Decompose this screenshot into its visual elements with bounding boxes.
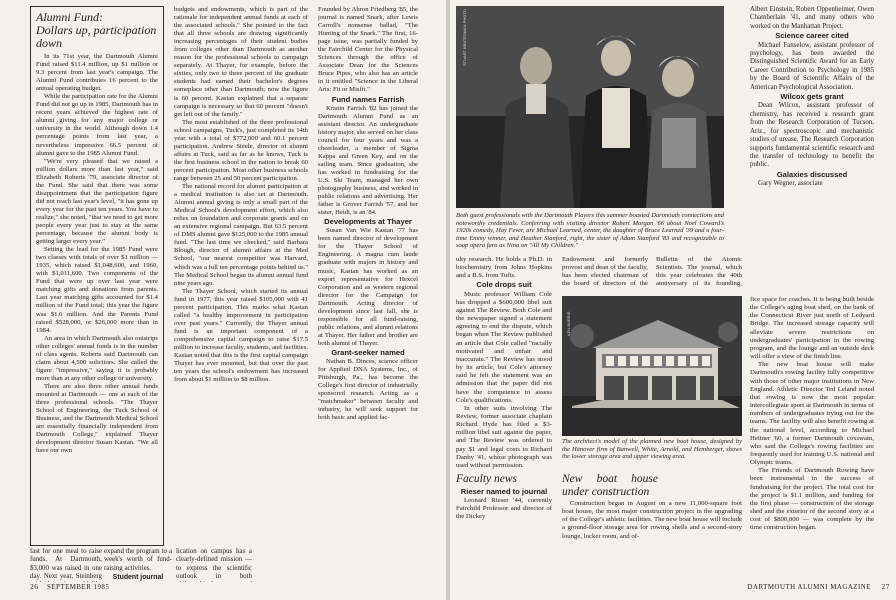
paragraph: budgets and endowments, which is part of the rationale for independent annual funds at each of the associated schools." She pointed to the fact that all three schools are drawing significantly increasing percentages of their student bodies from colleges other than Dartmouth as another reason for the professional schools to campaign separately. At Thayer, for example, before the sixties, only two to three percent of the graduate students had earned their bachelor's degrees someplace other than Dartmouth; now the figure is 60 percent. Kastan explained that a separate campaign is necessary so that 60 percent "doesn't get left out of the family." [174,6,308,118]
subheading-developments-thayer: Developments at Thayer [324,217,412,227]
players-photo [456,6,724,208]
subheading-wilcox-grant: Wilcox gets grant [780,92,844,102]
paragraph: An area in which Dartmouth also outstrips other colleges' annual funds is in the number of class agents. Roberts said Dartmouth can claim about 4,500 solicitors. She called the figure "impressive," saying it is probably more than at any other college or university. [36,334,158,382]
paragraph: "We're very pleased that we raised a million dollars more than last year," said Elizabeth Roberts '79, associate director of the Fund. She said that there was some disappointment that the participation figure did not reach last year's level, "it has gone up every year for the past ten years. You have to realize," she noted, "that we need to get more people every year just to stay at the same percentage, because the alumni body is getting larger every year." [36,157,158,246]
right-column-2-top [562,256,742,292]
paragraph: Kristin Farrish '82 has joined the Dartmouth Alumni Fund as an assistant director. An undergraduate history major, she served on her class council for four years and was a cheerleader, a member of Sigma Kappa and Green Key, and on the sailing team. Since graduation, she has worked in fundraising for the U.S. Ski Team, managed her own photography business, and worked in public relations and advertising. Her father is Grover Farrish '57, and her sister, Heidi, is an '84. [318,104,418,217]
paragraph: The national record for alumni participation at a medical institution is also set at Dartmouth. Alumni annual giving is only a small part of the Medical School's development effort, which also relies on foundation and corporate grants and on an extensive regional campaign. But 63.5 percent of DMS alumni gave $125,000 to the 1985 annual fund. "The last time we checked," said Barbara Blough, director of alumni affairs at the Med School, "our nearest competitor was Harvard, which was a full ten percentage points behind us." The Medical School began its alumni annual fund nine years ago. [174,183,308,287]
boathouse-story [562,470,742,582]
subheading-galaxies: Galaxies discussed [776,169,848,179]
players-photo-caption: Both guest professionals with the Dartmouth Players this summer boasted Dartmouth connections and noteworthy credentials. Conferring with visiting director Robert Morgan '66 about Noel Coward's 1920s comedy, Hay Fever, are Michael Learned, center, the daughter of Bruce Learned '39 and a four-time Emmy winner, and Heather Stanford, right, the sister of Adam Stanford '83 and recognizable to soap opera fans as Nina on "All My Children." [456,212,724,250]
subheading-cole-suit: Cole drops suit [476,280,532,290]
column-1-bottom [30,548,102,582]
paragraph: Music professor William Cole has dropped a $600,000 libel suit against The Review. Both Cole and the newspaper signed a statement agreeing to end the dispute, which began when The Review published an article that Cole called "racially motivated and unfair and inaccurate." The Review has stood by its article, but Cole's attorney said he felt the statement was an admission that the paper did not have the competence to assess Cole's qualifications. [456,290,552,404]
left-page [0,0,446,600]
heading-faculty-news: Faculty news [456,473,517,486]
paragraph: While the participation rate for the Alumni Fund did not go up in 1985, Dartmouth has in recent years achieved the highest rate of alumni giving for any major college or university in the world. Although down 1.4 percentage points from last year, a nevertheless impressive 66.5 percent of alumni gave to the 1985 Alumni Fund. [36,93,158,157]
photo-credit: KEN BURRIS [566,311,571,336]
box-body [36,53,158,455]
paragraph: lication on campus has a clearly-defined mission — to express the scientific outlook in both [176,548,252,580]
right-column-top [750,6,874,282]
box-title [36,11,158,50]
right-column-bottom [750,296,874,582]
column-3-bottom [176,548,252,582]
page-number: 27 [881,582,890,591]
paragraph: Susan Van Wie Kastan '77 has been named director of development for the Thayer School of Engineering. A magna cum laude graduate with majors in history and music, Kastan has worked as an export representative for Hexcel Corporation and as western regional director for the Campaign for Dartmouth. Acting director of development since last fall, she is responsible for all fund-raising, public relations, and alumni relations at Thayer. Her father and brother are both alumni of Thayer. [318,227,418,347]
magazine-title: DARTMOUTH ALUMNI MAGAZINE [747,584,871,591]
box-title-line2: Dollars up, participation down [36,23,157,50]
folio-right [748,582,890,591]
paragraph: In its 71st year, the Dartmouth Alumni Fund raised $11.4 million, up $1 million or 9.3 percent from last year's campaign. The Alumni Fund contributes 16 percent to the annual operating budget. [36,53,158,93]
paragraph: Gary Wegner, associate [758,180,823,188]
boathouse-photo-caption: The architect's model of the planned new boat house, designed by the Hanover firm of Banwell, White, Arnold, and Hemberger, shows the lower storage area and upper viewing area. [562,438,742,461]
paragraph: Setting the lead for the 1985 Fund were two classes with totals of over $1 million — 1935, which raised $1,048,600, and 1960, with $1,011,600. Two components of the Fund that were up over last year were matching gifts and donations from parents. Last year matching gifts accounted for $1.4 million of the Fund total; this year the figure was $1.6 million. And the Parents Fund raised $528,000, or $26,000 more than in 1984. [36,246,158,334]
paragraph: The Friends of Dartmouth Rowing have been instrumental in the success of fundraising for the project. The total cost for the project is $1.1 million, and funding for the first phase — construction of the storage shed and the exterior of the second story at a cost of $800,000 — was complete by the time construction began. [750,467,874,532]
right-column-1 [456,256,552,582]
right-page [450,0,896,600]
column-2-bottom [104,548,172,582]
boathouse-photo [562,296,742,436]
subheading-rieser: Rieser named to journal [460,486,548,496]
paragraph: fast for one meal to raise funds. At Dartmouth, $3,000 was raised in one day. Next year, Steinberg [30,548,102,580]
paragraph: Construction began in August on a new 11,000-square foot boat house, the most major construction project in the upgrading of the College's athletic facilities. The new boat house will include a ground-floor storage area for rowing shells and a second-story lounge, locker room, and of- [562,500,742,540]
paragraph: fice space for coaches. It is being built beside the College's aging boat shed, on the bank of the Connecticut River just north of Ledyard Bridge. The increased storage capacity will alleviate severe restrictions on undergraduates' participation in the rowing program, and the lounge and an outside deck will offer a view of the finish line. [750,296,874,361]
column-3 [318,6,418,582]
paragraph: Dean Wilcox, assistant professor of chemistry, has received a research grant from the Research Corporation of Tucson, Ariz., for spectroscopic and mechanistic studies of urease. The Research Corporation supports fundamental scientific research and the transfer of technology to benefit the public. [750,102,874,169]
paragraph: There are also three other annual funds mounted at Dartmouth — one at each of the three professional schools. "The Thayer School of Engineering, the Tuck School of Business, and the Dartmouth Medical School are essentially financially independent from Dartmouth College," explained Thayer development director Susan Kastan. "We all have our own [36,382,158,455]
paragraph: Leonard Rieser '44, currently Fairchild Professor and director of the Dickey [456,496,552,521]
paragraph: The most established of the three professional school campaigns, Tuck's, just completed its 14th year with a total of $772,000 and 60.1 percent participation. Andrew Steele, director of alumni affairs at Tuck, said as far as he knows, Tuck is the first business school in the nation to break 60 percent participation. Most other business schools range between 25 and 50 percent participation. [174,118,308,182]
paragraph: Endowment and formerly provost and dean of the faculty, has been elected chairman of the board of directors of the Bulletin of the Atomic Scientists. The journal, which this year celebrates the 40th anniversary of its founding, [562,256,742,288]
subheading-science-career: Science career cited [775,31,849,41]
box-title-line1: Alumni Fund: [36,10,103,24]
paragraph: ulty research. He holds a Ph.D. in biochemistry from Johns Hopkins and a B.S. from Tufts. [456,256,552,280]
paragraph: Michael Fanselow, assistant professor of psychology, has been awarded the Distinguished Scientific Award for an Early Career Contribution to Psychology in 1985 by the Board of Scientific Affairs of the American Psychological Association. [750,41,874,91]
paragraph: The Thayer School, which started its annual fund in 1977, this year raised $105,000 with 41 percent participation. This marks what Kastan called "a healthy improvement in participation over past years." Currently, the Thayer annual fund is an important component of a comprehensive capital campaign to raise $17.5 million to increase faculty, students, and facilities. Kastan noted that this is the first capital campaign Thayer has ever mounted, but that over the past ten years the school's endowment has increased from about $1 million to $8 million. [174,287,308,384]
column-2 [174,6,308,546]
alumni-fund-box [30,6,164,546]
subheading-grant-seeker: Grant-seeker named [331,347,405,357]
boathouse-model-image [562,296,742,436]
photo-credit: STUART BRATESMAN PHOTO [462,9,467,66]
paragraph: Nathan B. Dinces, science officer for Applied DNA Systems, Inc., of Pittsburgh, Pa., has become the College's first director of industrially sponsored research. Acting as a "matchmaker" between faculty and industry, he will seek support for both basic and applied fac- [318,358,418,422]
subheading-student-journal: Student journal [112,573,164,581]
paragraph: expand the program to a week's worth of fund-raising activities. [104,548,172,572]
paragraph: Founded by Ahron Friedberg '85, the journal is named Snark, after Lewis Carroll's nonsense ballad, "The Hunting of the Snark." The first, 16-page issue, was partially funded by the Fairchild Center for the Physical Sciences through the office of Associate Dean for the Sciences Bruce Pipes, who also has an article in it entitled "Science in the Liberal Arts: Fit or Misfit." [318,6,418,94]
page-number: 26 [30,582,39,591]
paragraph: Albert Einstein, Robert Oppenheimer, Owen Chamberlain '41, and many others who worked on the Manhattan Project. [750,6,874,30]
paragraph: The new boat house will make Dartmouth's rowing facility fully competitive with those of other major institutions in New England. Athletic Director Ted Leland noted that rowing is now the most popular intercollegiate sport at Dartmouth in terms of numbers of undergraduates trying out for the teams. The facility will also benefit rowing at the national level, according to Michael Heitner '60, a former Dartmouth coxswain, who said the College's rowing facilities are frequently used for training U.S. national and Olympic teams. [750,361,874,467]
paragraph: In other suits involving The Review, former associate chaplain Richard Hyde has filed a $3-million libel suit against the paper, and The Review was ordered to pay $1 and legal costs to Richard Danby '41, whose photograph was used without permission. [456,404,552,469]
subheading-fund-names-farrish: Fund names Farrish [331,94,405,104]
heading-boat-house: New boat house under construction [562,473,658,498]
players-photo-image [456,6,724,208]
folio-left [30,582,109,591]
issue-date: SEPTEMBER 1985 [47,584,110,591]
